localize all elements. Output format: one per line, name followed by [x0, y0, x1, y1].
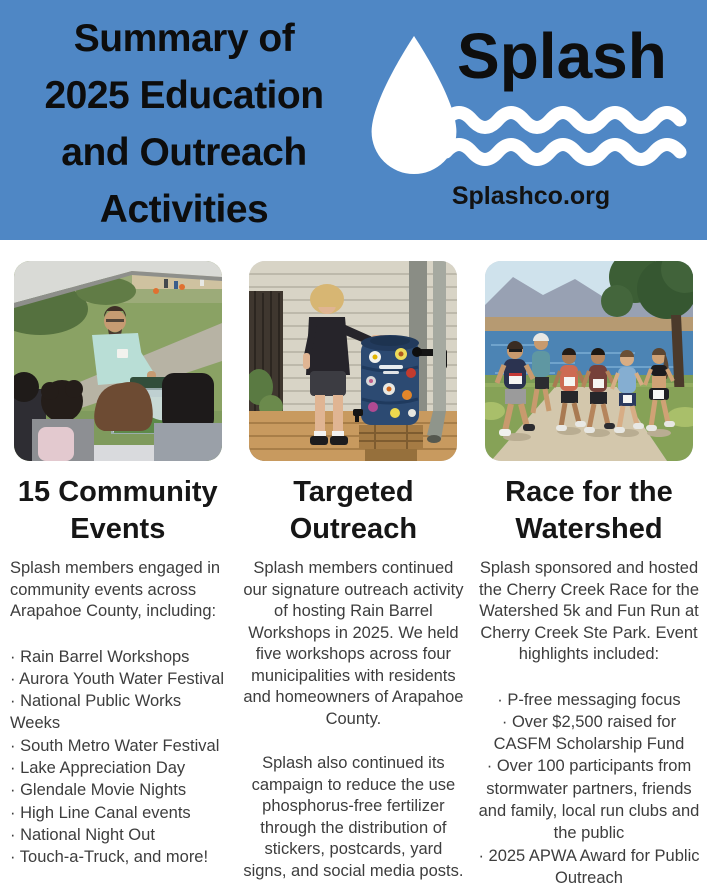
page-title-line: 2025 Education	[44, 74, 324, 117]
column-heading: Targeted Outreach	[289, 476, 418, 545]
column-body	[242, 558, 466, 882]
list-item: · Touch-a-Truck, and more!	[10, 848, 209, 867]
list-item: · South Metro Water Festival	[10, 736, 220, 755]
list-item: · Over 100 participants from stormwater partners, friends and family, local run clubs and the public	[478, 757, 700, 843]
list-item: · Glendale Movie Nights	[10, 781, 187, 800]
body-paragraph: Splash members continued our signature outreach activity of hosting Rain Barrel Workshops in 2025. We held five workshops across four municipalities with residents and homeowners of Arapahoe County.	[243, 559, 464, 728]
column-body	[477, 558, 701, 889]
column-targeted-outreach	[236, 240, 472, 882]
photo-community-event	[14, 261, 222, 461]
page-title-line: Activities	[99, 188, 269, 231]
race-highlights-list	[477, 689, 701, 890]
list-item: · Lake Appreciation Day	[10, 758, 186, 777]
brand-name: Splash	[457, 20, 667, 92]
list-item: · Aurora Youth Water Festival	[10, 669, 224, 688]
column-heading: 15 Community Events	[17, 476, 218, 545]
race-illustration	[485, 261, 693, 461]
page-title-line: Summary of	[73, 17, 295, 60]
wave-lines-icon	[441, 102, 703, 170]
photo-race	[485, 261, 693, 461]
list-item: · High Line Canal events	[10, 803, 191, 822]
community-event-illustration	[14, 261, 222, 461]
list-item: · Rain Barrel Workshops	[10, 647, 190, 666]
content-columns	[0, 240, 707, 889]
website-url: Splashco.org	[451, 182, 611, 210]
intro-paragraph: Splash members engaged in community events across Arapahoe County, including:	[10, 559, 221, 620]
body-paragraph: Splash also continued its campaign to reduce the use phosphorus-free fertilizer through the distribution of stickers, postcards, yard signs, and social media posts.	[243, 754, 464, 880]
list-item: · 2025 APWA Award for Public Outreach	[478, 846, 700, 887]
list-item: · Over $2,500 raised for CASFM Scholarship Fund	[493, 712, 685, 754]
intro-paragraph: Splash sponsored and hosted the Cherry Creek Race for the Watershed 5k and Fun Run at Cherry Creek Ste Park. Event highlights included:	[478, 559, 700, 663]
list-item: · National Night Out	[10, 825, 155, 844]
header-banner	[0, 0, 707, 240]
photo-rain-barrel	[249, 261, 457, 461]
list-item: · National Public Works Weeks	[10, 692, 182, 733]
column-heading: Race for the Watershed	[505, 476, 673, 545]
list-item: · P-free messaging focus	[497, 690, 681, 709]
column-race-watershed	[471, 240, 707, 889]
column-community-events	[0, 240, 236, 868]
page-title	[6, 10, 362, 238]
column-body	[6, 558, 230, 868]
page-title-line: and Outreach	[61, 131, 307, 174]
community-events-list	[10, 646, 230, 869]
splash-logo	[355, 0, 707, 240]
rain-barrel-illustration	[249, 261, 457, 461]
